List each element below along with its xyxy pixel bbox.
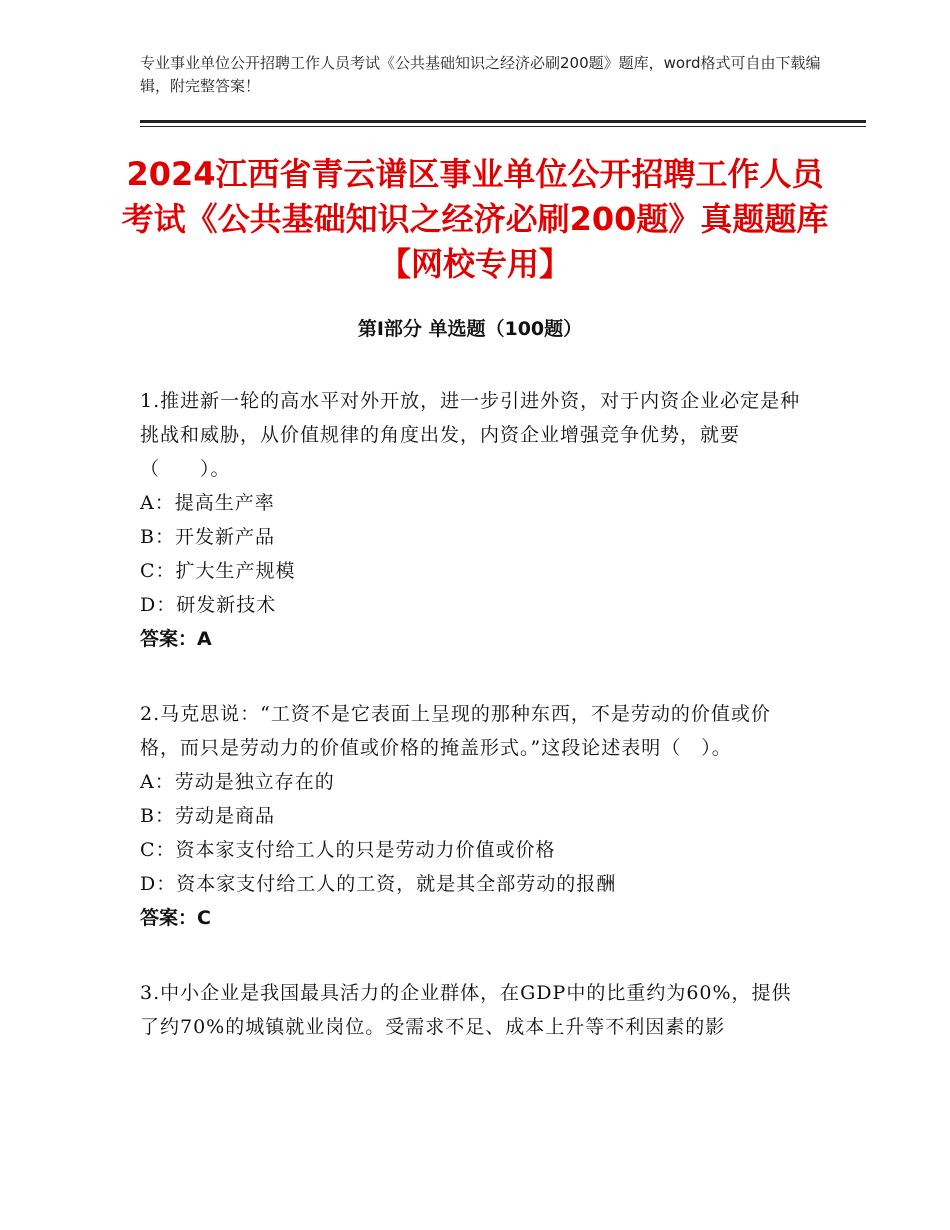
question-list xyxy=(140,384,810,1085)
option-b: B：开发新产品 xyxy=(140,526,275,548)
document-header-note: 专业事业单位公开招聘工作人员考试《公共基础知识之经济必刷200题》题库，word格式可自由下载编辑，附完整答案！ xyxy=(140,54,821,95)
header-divider-thick xyxy=(140,120,866,123)
option-a: A：劳动是独立存在的 xyxy=(140,771,335,793)
question-stem: 2.马克思说：“工资不是它表面上呈现的那种东西，不是劳动的价值或价格，而只是劳动力的价值或价格的掩盖形式。”这段论述表明（ ）。 xyxy=(140,703,771,759)
question-answer: 答案：C xyxy=(140,907,211,929)
option-d: D：研发新技术 xyxy=(140,594,277,616)
question-stem: 1.推进新一轮的高水平对外开放，进一步引进外资，对于内资企业必定是种挑战和威胁，从价值规律的角度出发，内资企业增强竞争优势，就要（ ）。 xyxy=(140,390,801,480)
option-c: C：资本家支付给工人的只是劳动力价值或价格 xyxy=(140,839,556,861)
question-3 xyxy=(140,976,810,1044)
question-answer: 答案：A xyxy=(140,628,212,650)
option-b: B：劳动是商品 xyxy=(140,805,275,827)
header-divider-thin xyxy=(140,126,866,127)
document-title: 2024江西省青云谱区事业单位公开招聘工作人员考试《公共基础知识之经济必刷200题》真题题库【网校专用】 xyxy=(121,155,829,283)
option-d: D：资本家支付给工人的工资，就是其全部劳动的报酬 xyxy=(140,873,617,895)
question-2 xyxy=(140,697,810,935)
question-stem: 3.中小企业是我国最具活力的企业群体，在GDP中的比重约为60%，提供了约70%的城镇就业岗位。受需求不足、成本上升等不利因素的影 xyxy=(140,982,792,1038)
option-c: C：扩大生产规模 xyxy=(140,560,296,582)
question-1 xyxy=(140,384,810,656)
section-title: 第Ⅰ部分 单选题（100题） xyxy=(357,318,583,340)
option-a: A：提高生产率 xyxy=(140,492,275,514)
